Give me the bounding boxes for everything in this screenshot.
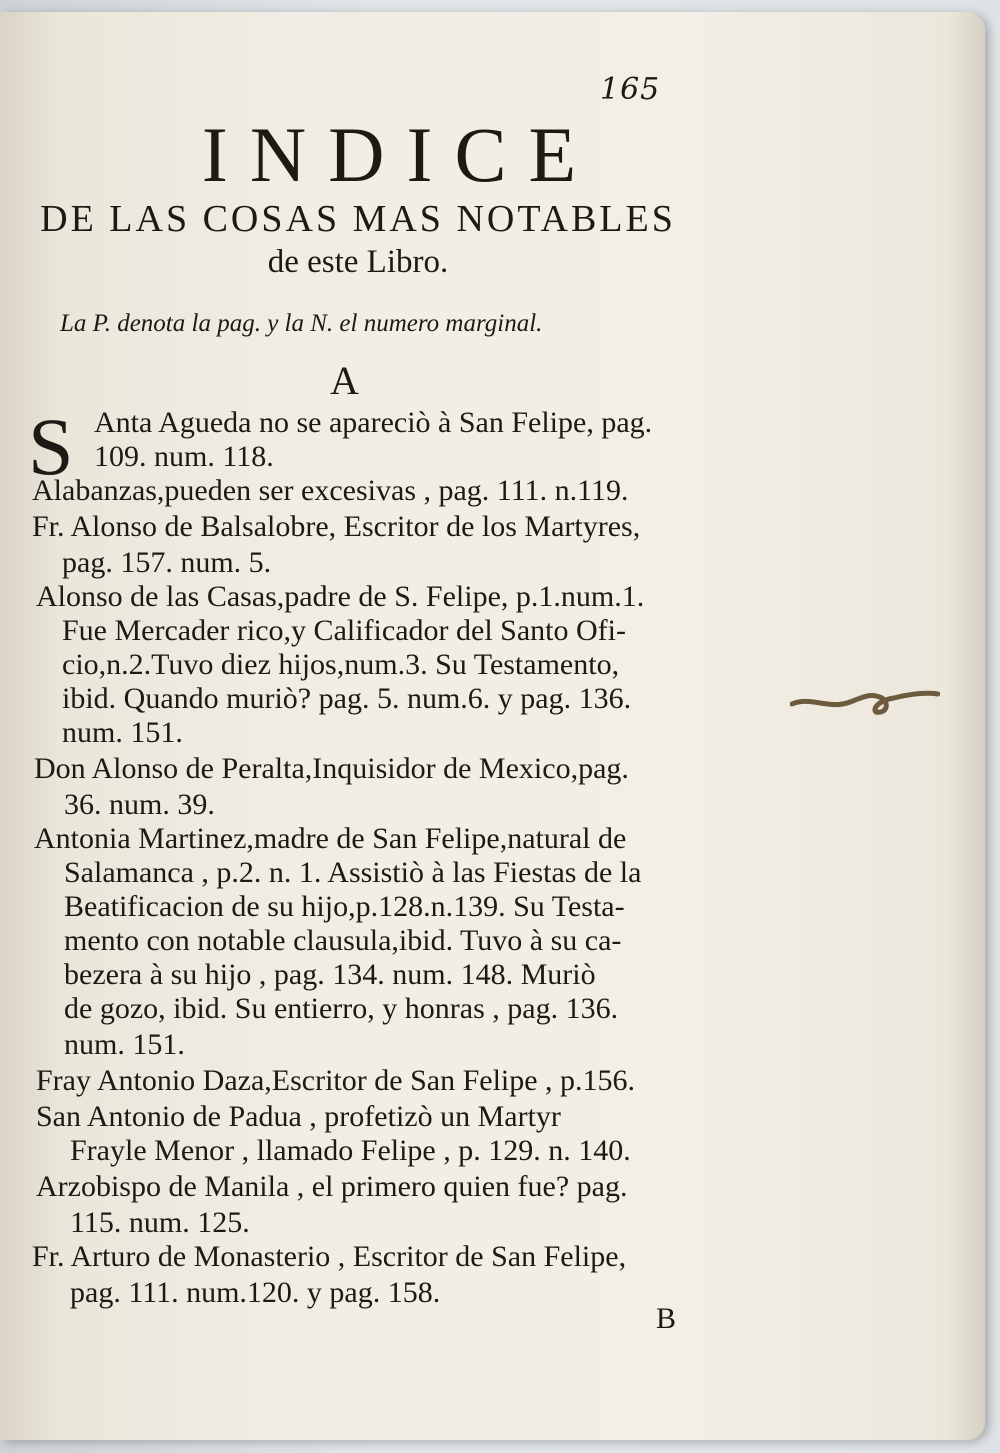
index-line: Fray Antonio Daza,Escritor de San Felipe , p.156. (36, 1064, 636, 1097)
index-line: mento con notable clausula,ibid. Tuvo à su ca- (64, 924, 622, 957)
index-line: Fr. Alonso de Balsalobre, Escritor de los Martyres, (32, 510, 641, 543)
index-line: cio,n.2.Tuvo diez hijos,num.3. Su Testamento, (62, 648, 620, 681)
index-line: Alonso de las Casas,padre de S. Felipe, p.1.num.1. (36, 580, 645, 613)
index-line: Antonia Martinez,madre de San Felipe,natural de (34, 822, 627, 855)
index-line: Arzobispo de Manila , el primero quien fue? pag. (36, 1170, 628, 1203)
index-title: INDICE (201, 111, 599, 198)
index-line: num. 151. (64, 1028, 185, 1061)
index-line: pag. 111. num.120. y pag. 158. (70, 1276, 441, 1309)
index-subtitle: DE LAS COSAS MAS NOTABLES (40, 198, 676, 240)
book-page (0, 12, 985, 1440)
page-number: 165 (600, 72, 661, 107)
index-line: 36. num. 39. (64, 788, 215, 821)
drop-cap: S (28, 401, 74, 492)
index-line: Don Alonso de Peralta,Inquisidor de Mexico,pag. (34, 752, 629, 785)
index-line: num. 151. (62, 716, 183, 749)
index-line: bezera à su hijo , pag. 134. num. 148. Muriò (64, 958, 596, 991)
index-line: Anta Agueda no se apareciò à San Felipe, pag. (94, 406, 653, 439)
index-line: 115. num. 125. (70, 1206, 250, 1239)
index-line: San Antonio de Padua , profetizò un Martyr (36, 1100, 561, 1133)
index-line: 109. num. 118. (94, 440, 274, 473)
index-subtitle-line2: de este Libro. (267, 244, 449, 280)
index-line: Fr. Arturo de Monasterio , Escritor de San Felipe, (32, 1240, 627, 1273)
abbreviation-note: La P. denota la pag. y la N. el numero marginal. (60, 310, 543, 337)
index-line: de gozo, ibid. Su entierro, y honras , pag. 136. (64, 992, 619, 1025)
index-line: Frayle Menor , llamado Felipe , p. 129. n. 140. (70, 1134, 631, 1167)
catchword: B (656, 1302, 677, 1335)
ink-stain (790, 684, 940, 724)
index-line: Fue Mercader rico,y Calificador del Santo Ofi- (62, 614, 626, 647)
index-line: ibid. Quando muriò? pag. 5. num.6. y pag. 136. (62, 682, 632, 715)
section-letter: A (330, 358, 359, 403)
index-line: Alabanzas,pueden ser excesivas , pag. 111. n.119. (32, 474, 629, 507)
index-line: Salamanca , p.2. n. 1. Assistiò à las Fiestas de la (64, 856, 642, 889)
index-line: Beatificacion de su hijo,p.128.n.139. Su Testa- (64, 890, 625, 923)
index-line: pag. 157. num. 5. (62, 546, 272, 579)
